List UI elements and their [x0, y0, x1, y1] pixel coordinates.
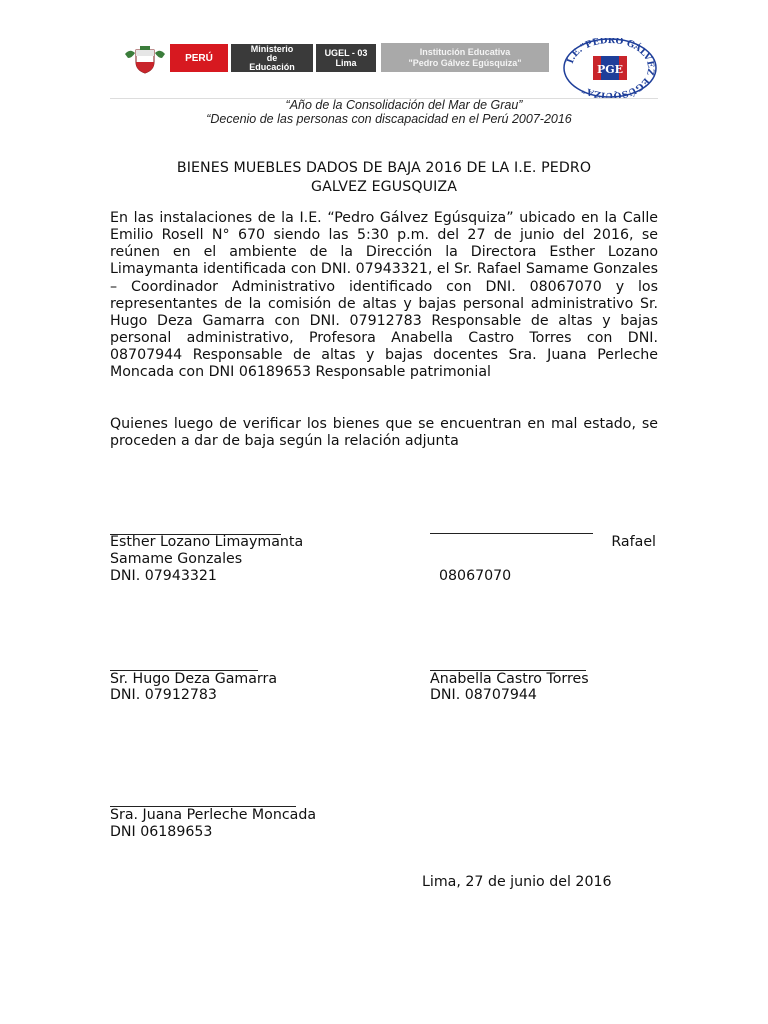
signer-name-esther: Esther Lozano Limaymanta — [110, 534, 304, 550]
body-paragraph-2: Quienes luego de verificar los bienes que se encuentran en mal estado, se proceden a dar de baja según la relación adjunta — [110, 416, 658, 450]
signer-dni-juana: DNI 06189653 — [110, 824, 213, 840]
body-paragraph-1: En las instalaciones de la I.E. “Pedro Gálvez Egúsquiza” ubicado en la Calle Emilio Rosell N° 670 siendo las 5:30 p.m. del 27 de junio del 2016, se reúnen en el ambiente de la Dirección la Directora Esther Lozano Limaymanta identificada con DNI. 07943321, el Sr. Rafael Samame Gonzales – Coordinador Administrativo identificado con DNI. 08067070 y los representantes de la comisión de altas y bajas personal administrativo Sr. Hugo Deza Gamarra con DNI. 07912783 Responsable de altas y bajas personal administrativo, Profesora Anabella Castro Torres con DNI. 08707944 Responsable de altas y bajas docentes Sra. Juana Perleche Moncada con DNI 06189653 Responsable patrimonial — [110, 210, 658, 381]
signer-dni-hugo: DNI. 07912783 — [110, 687, 217, 703]
signer-name-anabella: Anabella Castro Torres — [430, 671, 589, 687]
title-line-1: BIENES MUEBLES DADOS DE BAJA 2016 DE LA I.E. PEDRO — [176, 160, 592, 176]
school-seal-logo — [560, 38, 660, 98]
document-date: Lima, 27 de junio del 2016 — [422, 874, 612, 890]
ugel-box — [316, 44, 376, 72]
ministry-line-3: Educación — [249, 61, 295, 72]
peru-label: PERÚ — [185, 52, 213, 64]
institution-line-1: Institución Educativa — [419, 46, 511, 57]
document-title — [110, 159, 658, 197]
institution-box — [381, 43, 549, 72]
ministry-line-2: de — [266, 52, 278, 63]
svg-text:I.E."PEDRO GÁLVEZ EGÚSQUIZA": I.E."PEDRO GÁLVEZ EGÚSQUIZA" — [565, 38, 656, 98]
title-line-2: GALVEZ EGUSQUIZA — [310, 179, 458, 195]
ugel-line-1: UGEL - 03 — [324, 48, 368, 58]
svg-text:PGE: PGE — [596, 63, 624, 76]
institution-line-2: "Pedro Gálvez Egúsquiza" — [408, 57, 522, 68]
signer-dni-esther: DNI. 07943321 — [110, 568, 217, 584]
motto-decade: “Decenio de las personas con discapacidad en el Perú 2007-2016 — [206, 112, 572, 126]
ministry-line-1: Ministerio — [250, 43, 294, 54]
ministry-box — [231, 44, 313, 72]
signer-name-rafael-first: Rafael — [611, 534, 656, 550]
signer-name-hugo: Sr. Hugo Deza Gamarra — [110, 671, 278, 687]
peru-coat-of-arms-icon — [122, 44, 168, 74]
signer-name-rafael-rest: Samame Gonzales — [110, 551, 243, 567]
peru-label-box — [170, 44, 228, 72]
signer-name-juana: Sra. Juana Perleche Moncada — [110, 807, 317, 823]
ugel-line-2: Lima — [335, 58, 357, 68]
signer-dni-rafael: 08067070 — [439, 568, 512, 584]
signer-dni-anabella: DNI. 08707944 — [430, 687, 537, 703]
motto-year: “Año de la Consolidación del Mar de Grau” — [285, 98, 523, 112]
